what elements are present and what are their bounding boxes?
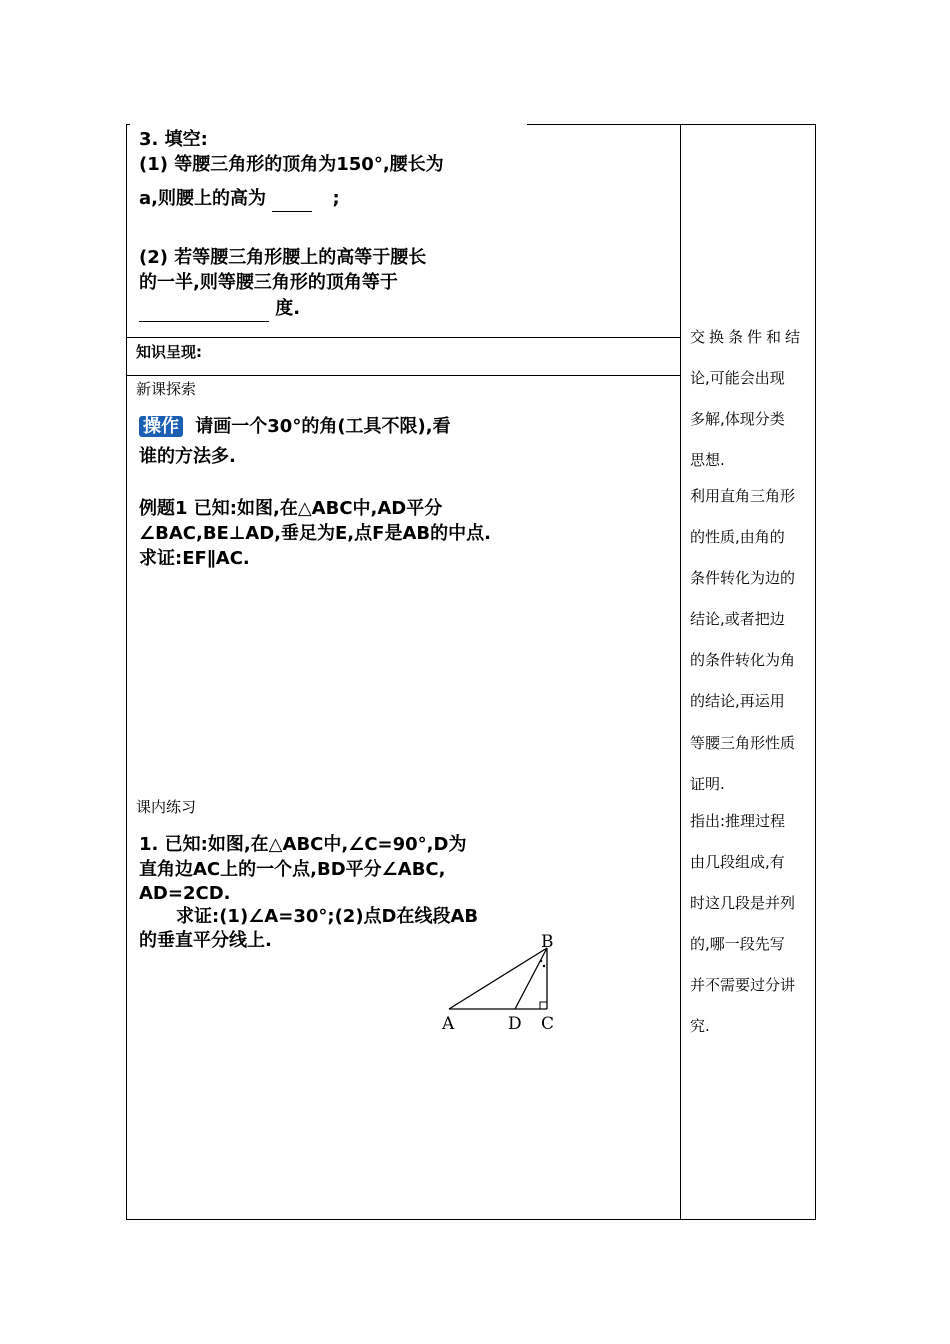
q3-part1-line2-end: ; — [332, 188, 340, 209]
row-divider-2 — [126, 375, 681, 376]
example-line2: ∠BAC,BE⊥AD,垂足为E,点F是AB的中点. — [139, 523, 491, 544]
sidebar-line: 由几段组成,有 — [690, 853, 785, 871]
sidebar-line: 时这几段是并列 — [690, 894, 796, 912]
q3-title — [139, 127, 208, 153]
sidebar-line: 条件转化为边的 — [690, 569, 796, 587]
segment-bd — [515, 948, 547, 1009]
q3-part2-line3-text: 度. — [275, 298, 301, 319]
sidebar-line: 究. — [690, 1017, 710, 1035]
sidebar-line: 的结论,再运用 — [690, 692, 785, 710]
answer-blank-2[interactable] — [139, 303, 269, 322]
sidebar-line: 思想. — [690, 451, 725, 469]
q3-part2-line3 — [139, 296, 300, 322]
sidebar-line: 的性质,由角的 — [690, 528, 785, 546]
operation-line1 — [139, 414, 451, 440]
new-lesson-label: 新课探索 — [136, 380, 197, 398]
answer-blank-1[interactable] — [272, 193, 312, 212]
practice-label: 课内练习 — [136, 798, 197, 816]
operation-text-1: 请画一个30°的角(工具不限),看 — [195, 416, 451, 437]
practice-line5: 的垂直平分线上. — [139, 930, 272, 951]
sidebar-line: 交换条件和结 — [690, 328, 805, 346]
q3-title-text: 3. 填空: — [139, 129, 208, 150]
practice-line3: AD=2CD. — [139, 883, 231, 904]
sidebar-line: 的条件转化为角 — [690, 651, 796, 669]
row-divider-1 — [126, 337, 681, 338]
label-c: C — [541, 1014, 555, 1034]
sidebar-line: 并不需要过分讲 — [690, 976, 796, 994]
sidebar-line: 的,哪一段先写 — [690, 935, 785, 953]
table-border-left — [126, 124, 127, 1220]
example-line1: 例题1 已知:如图,在△ABC中,AD平分 — [139, 498, 443, 519]
q3-part1-line2-text: a,则腰上的高为 — [139, 188, 266, 209]
table-border-bottom — [126, 1219, 816, 1220]
q3-part2-line1: (2) 若等腰三角形腰上的高等于腰长 — [139, 247, 427, 268]
table-border-top — [527, 124, 815, 125]
angle-mark-dot-1 — [540, 960, 542, 962]
side-ab — [449, 948, 547, 1009]
operation-badge: 操作 — [139, 416, 183, 437]
sidebar-line: 利用直角三角形 — [690, 487, 796, 505]
sidebar-line: 论,可能会出现 — [690, 369, 785, 387]
practice-line1: 1. 已知:如图,在△ABC中,∠C=90°,D为 — [139, 834, 467, 855]
q3-part1-line1: (1) 等腰三角形的顶角为150°,腰长为 — [139, 154, 444, 175]
table-border-right — [815, 124, 816, 1220]
triangle-figure — [430, 925, 570, 1040]
sidebar-line: 证明. — [690, 775, 725, 793]
practice-line4: 求证:(1)∠A=30°;(2)点D在线段AB — [176, 906, 479, 927]
label-b: B — [541, 932, 554, 952]
sidebar-line: 等腰三角形性质 — [690, 734, 796, 752]
sidebar-line: 指出:推理过程 — [690, 812, 786, 830]
sidebar-line: 多解,体现分类 — [690, 410, 785, 428]
right-angle-mark — [540, 1002, 547, 1009]
angle-mark-dot-2 — [543, 965, 545, 967]
table-border-top-left — [127, 124, 130, 125]
column-divider — [680, 124, 681, 1220]
example-line3: 求证:EF∥AC. — [139, 548, 250, 569]
sidebar-line: 结论,或者把边 — [690, 610, 785, 628]
practice-line2: 直角边AC上的一个点,BD平分∠ABC, — [139, 859, 446, 880]
q3-part1-line2 — [139, 186, 340, 212]
label-a: A — [442, 1014, 455, 1034]
section-heading: 知识呈现: — [136, 343, 202, 361]
operation-line2: 谁的方法多. — [139, 446, 236, 467]
q3-part2-line2: 的一半,则等腰三角形的顶角等于 — [139, 272, 398, 293]
label-d: D — [508, 1014, 522, 1034]
